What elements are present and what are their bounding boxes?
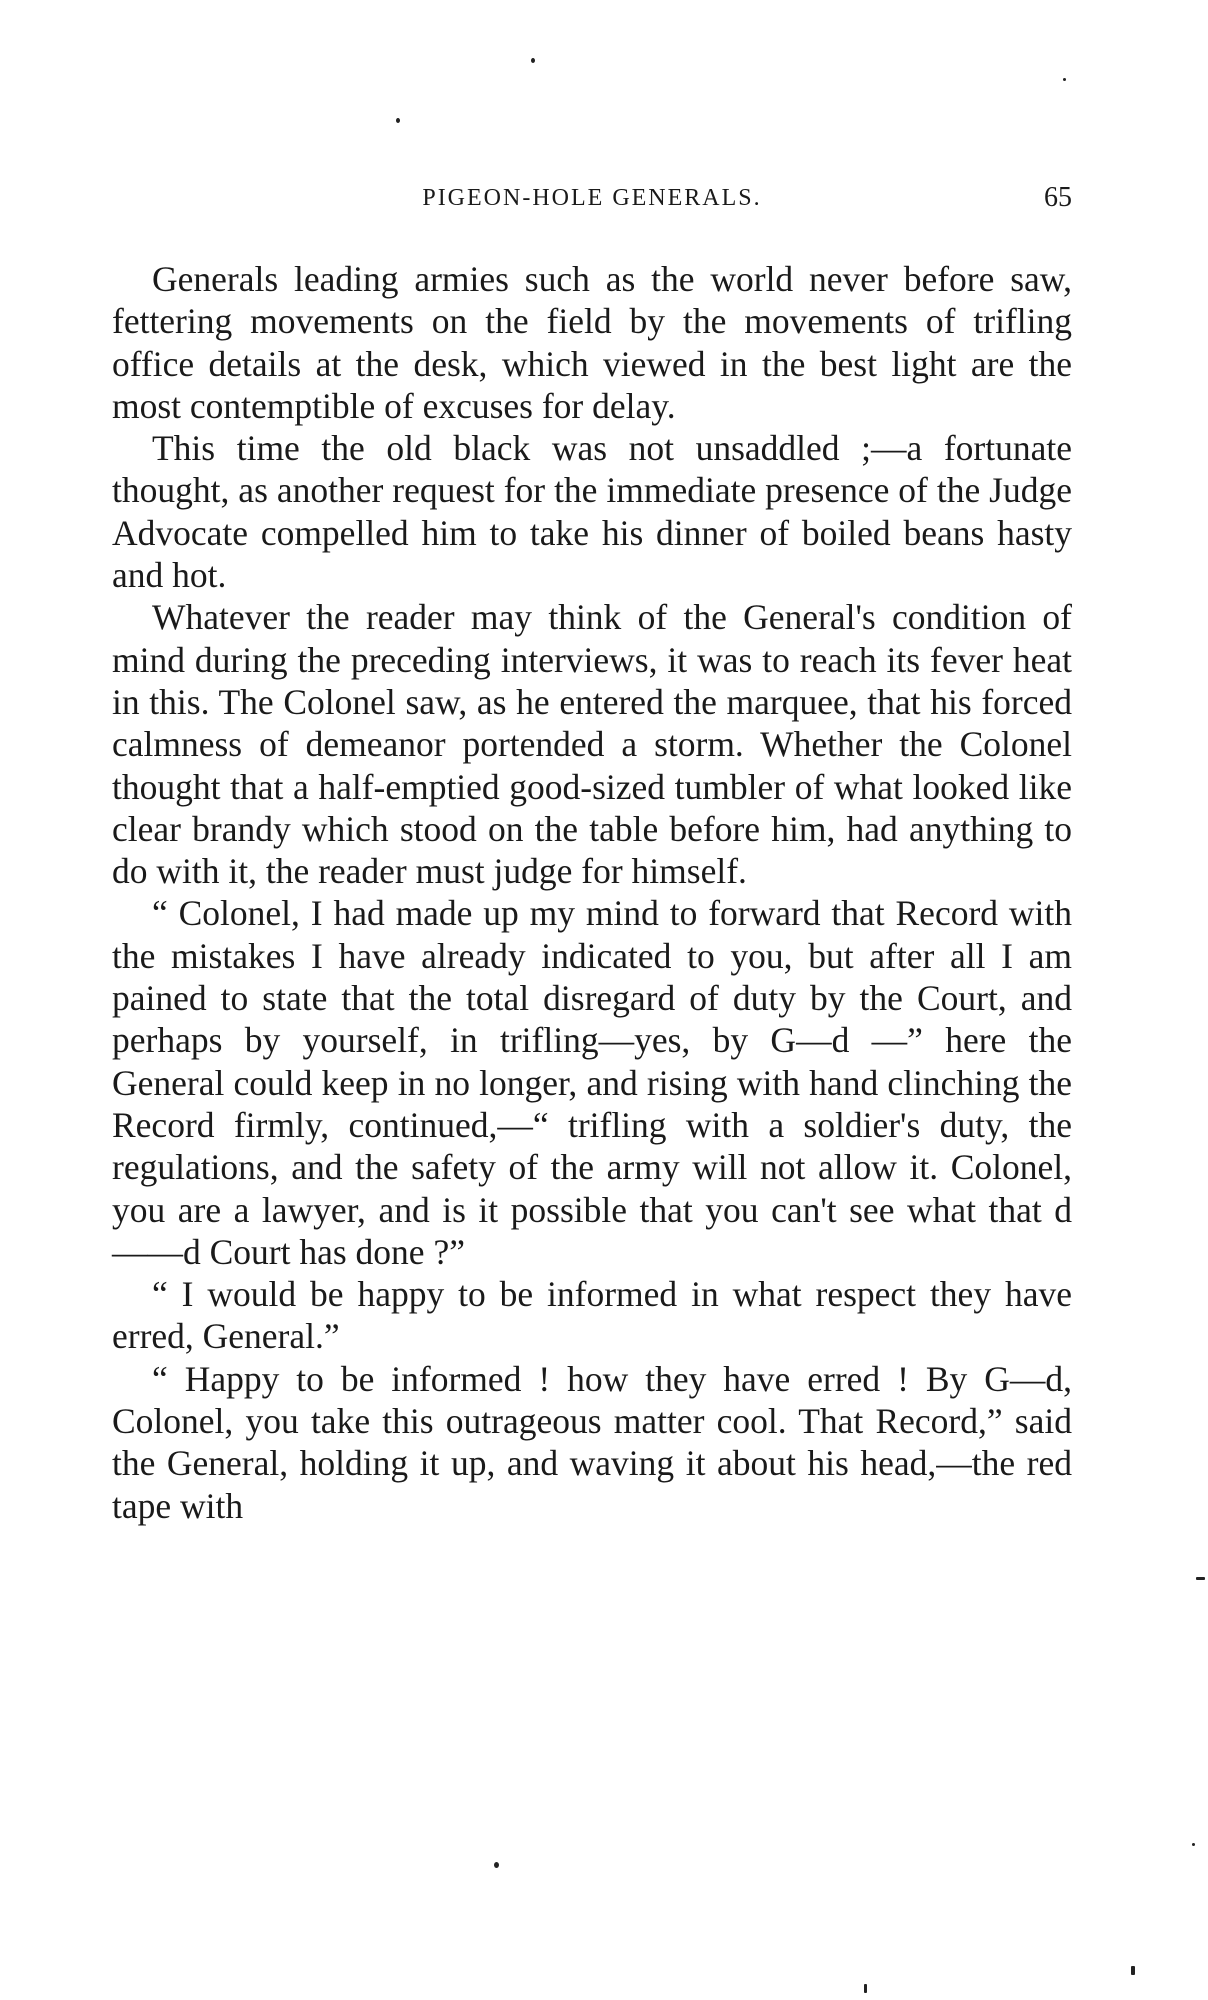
paragraph: “ Colonel, I had made up my mind to forward that Record with the mistakes I have already indicated to you, but after all I am pained to state that the total disregard of duty by the Court, and perhaps by yourself, in trifling—yes, by G—d —” here the General could keep in no longer, and rising with hand clinching the Record firmly, continued,—“ trifling with a soldier's duty, the regulations, and the safety of the army will not allow it. Colonel, you are a lawyer, and is it possible that you can't see what that d——d Court has done ?” [112, 893, 1072, 1272]
running-title: PIGEON-HOLE GENERALS. [422, 185, 762, 211]
paragraph: “ Happy to be informed ! how they have erred ! By G—d, Colonel, you take this outrageous matter cool. That Record,” said the General, holding it up, and waving it about his head,—the red tape with [112, 1358, 1072, 1526]
ink-speck [1196, 1577, 1205, 1580]
ink-speck [396, 118, 400, 123]
ink-speck [1131, 1966, 1135, 1975]
paragraph: Generals leading armies such as the world never before saw, fettering movements on the field by the movements of trifling office details at the desk, which viewed in the best light are the most contemptible of excuses for delay. [112, 259, 1072, 426]
paragraph: Whatever the reader may think of the General's condition of mind during the preceding interviews, it was to reach its fever heat in this. The Colonel saw, as he entered the marquee, that his forced calmness of demeanor portended a storm. Whether the Colonel thought that a half-emptied good-sized tumbler of what looked like clear brandy which stood on the table before him, had anything to do with it, the reader must judge for himself. [112, 597, 1072, 892]
running-head [112, 178, 1072, 218]
ink-speck [1063, 78, 1066, 81]
ink-speck [1192, 1843, 1195, 1846]
body-text [112, 258, 1072, 1527]
paragraph: This time the old black was not unsaddled ;—a fortunate thought, as another request for the immediate presence of the Judge Advocate compelled him to take his dinner of boiled beans hasty and hot. [112, 428, 1072, 596]
ink-speck [864, 1984, 867, 1993]
ink-speck [531, 58, 535, 63]
paragraph: “ I would be happy to be informed in what respect they have erred, General.” [112, 1274, 1072, 1357]
ink-speck [494, 1862, 499, 1868]
page-number: 65 [1044, 182, 1072, 213]
